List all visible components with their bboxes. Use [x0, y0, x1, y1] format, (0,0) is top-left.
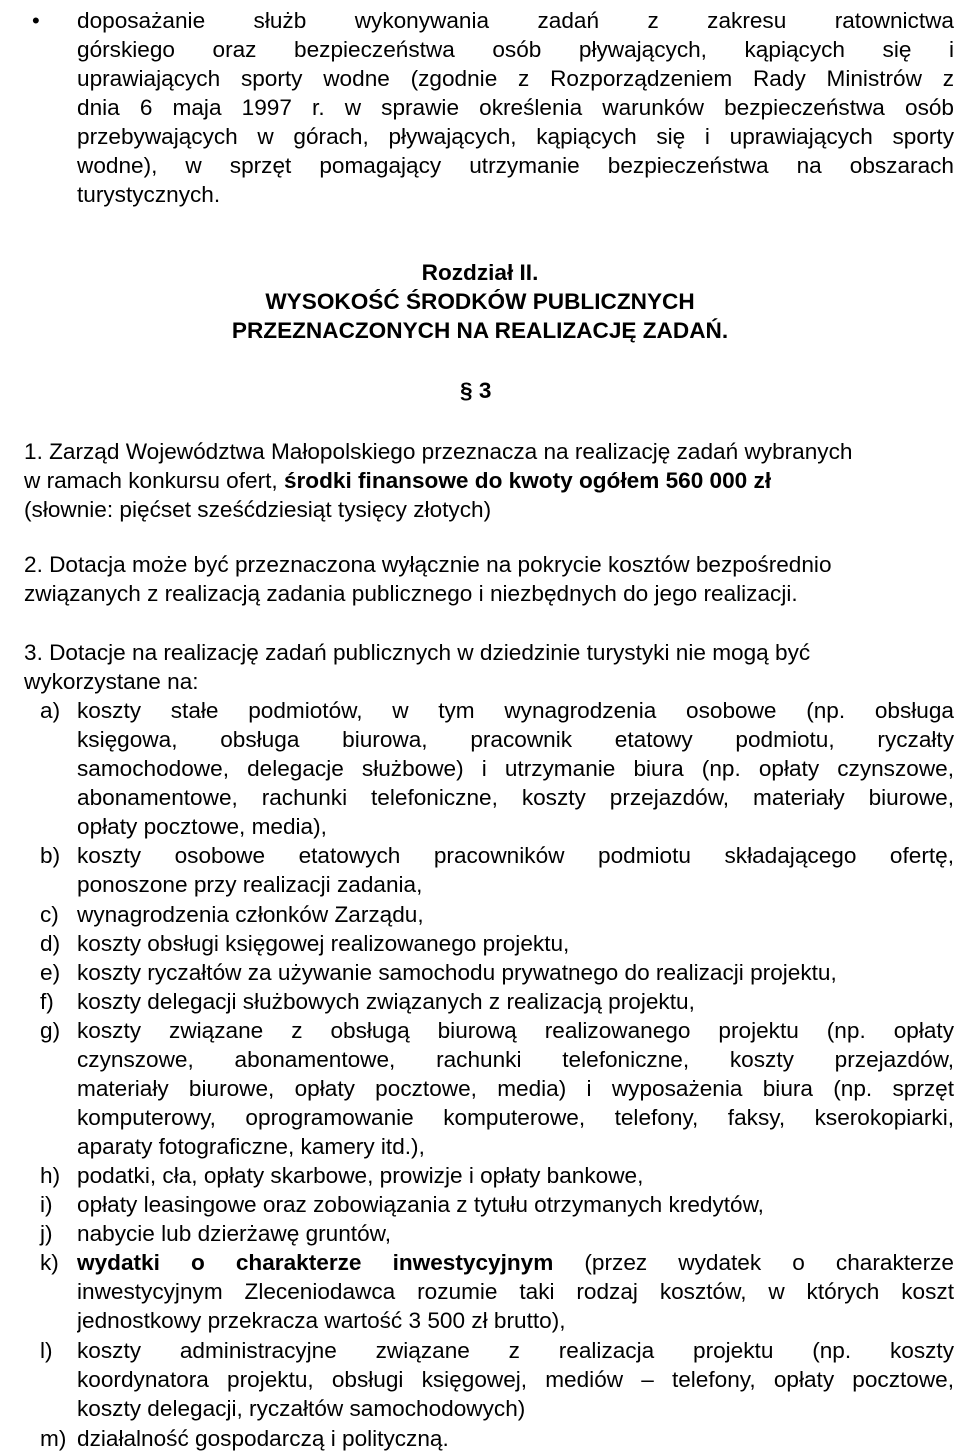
list-item-label: c)	[40, 902, 59, 927]
chapter-heading	[0, 258, 960, 345]
text-line: opłaty pocztowe, media),	[77, 814, 327, 839]
text-line	[77, 1248, 954, 1277]
section-number: 3	[478, 378, 492, 403]
text-line	[24, 466, 954, 495]
section-symbol: §	[460, 378, 473, 403]
text-line: komputerowy, oprogramowanie komputerowe, telefony, faksy, kserokopiarki,	[77, 1105, 954, 1130]
list-item-text	[77, 1424, 954, 1453]
list-item-label: i)	[40, 1192, 53, 1217]
text-line: koszty delegacji, ryczałtów samochodowych)	[77, 1396, 526, 1421]
list-item-text	[77, 1161, 954, 1190]
text-line: inwestycyjnym Zleceniodawca rozumie taki rodzaj kosztów, w których koszt	[77, 1279, 954, 1304]
text-line: aparaty fotograficzne, kamery itd.),	[77, 1134, 425, 1159]
list-item-text	[77, 1248, 954, 1335]
list-item-text	[77, 987, 954, 1016]
text-line: (słownie: pięćset sześćdziesiąt tysięcy złotych)	[24, 497, 492, 522]
list-item-label: e)	[40, 960, 61, 985]
text-line: koszty delegacji służbowych związanych z realizacją projektu,	[77, 989, 695, 1014]
list-item-label: h)	[40, 1163, 61, 1188]
funding-amount: środki finansowe do kwoty ogółem 560 000 zł	[283, 468, 772, 493]
text-span: (przez wydatek o charakterze	[553, 1250, 954, 1275]
paragraph-3	[24, 638, 954, 696]
text-line: związanych z realizacją zadania publicznego i niezbędnych do jego realizacji.	[24, 581, 798, 606]
text-line: 3. Dotacje na realizację zadań publicznych w dziedzinie turystyki nie mogą być	[24, 640, 811, 665]
text-line: podatki, cła, opłaty skarbowe, prowizje i opłaty bankowe,	[77, 1163, 644, 1188]
text-line: czynszowe, abonamentowe, rachunki telefoniczne, koszty przejazdów,	[77, 1047, 954, 1072]
text-line: 2. Dotacja może być przeznaczona wyłącznie na pokrycie kosztów bezpośrednio	[24, 552, 832, 577]
text-line: koszty związane z obsługą biurową realizowanego projektu (np. opłaty	[77, 1018, 954, 1043]
list-item-text	[77, 696, 954, 841]
list-item-text	[77, 929, 954, 958]
list-item-label: b)	[40, 843, 61, 868]
list-item-label: d)	[40, 931, 61, 956]
list-item-text	[77, 900, 954, 929]
bullet-intro-text	[77, 6, 954, 209]
list-item-label: f)	[40, 989, 54, 1014]
text-line: księgowa, obsługa biurowa, pracownik etatowy podmiotu, ryczałty	[77, 727, 954, 752]
list-item-label: j)	[40, 1221, 53, 1246]
text-line: działalność gospodarczą i polityczną.	[77, 1426, 449, 1451]
text-line: samochodowe, delegacje służbowe) i utrzymanie biura (np. opłaty czynszowe,	[77, 756, 954, 781]
text-line: przebywających w górach, pływających, kąpiących się i uprawiających sporty	[77, 124, 954, 149]
text-line: koszty obsługi księgowej realizowanego projektu,	[77, 931, 570, 956]
text-line: koszty stałe podmiotów, w tym wynagrodzenia osobowe (np. obsługa	[77, 698, 954, 723]
chapter-title-line-1: WYSOKOŚĆ ŚRODKÓW PUBLICZNYCH	[265, 289, 695, 314]
text-span: w ramach konkursu ofert,	[24, 468, 284, 493]
bullet-dot: •	[32, 8, 40, 33]
list-item-label: m)	[40, 1426, 67, 1451]
text-line: 1. Zarząd Województwa Małopolskiego przeznacza na realizację zadań wybranych	[24, 439, 853, 464]
list-item-text	[77, 1336, 954, 1423]
text-line: wynagrodzenia członków Zarządu,	[77, 902, 424, 927]
section-mark	[460, 376, 491, 405]
list-item-label: k)	[40, 1250, 59, 1275]
list-item-label: l)	[40, 1338, 53, 1363]
text-line: opłaty leasingowe oraz zobowiązania z tytułu otrzymanych kredytów,	[77, 1192, 764, 1217]
list-item-label: g)	[40, 1018, 61, 1043]
list-item-text	[77, 958, 954, 987]
text-line: wodne), w sprzęt pomagający utrzymanie bezpieczeństwa na obszarach	[77, 153, 954, 178]
text-line: wykorzystane na:	[24, 669, 199, 694]
list-item-text	[77, 841, 954, 899]
text-line: ponoszone przy realizacji zadania,	[77, 872, 423, 897]
text-line: koszty ryczałtów za używanie samochodu prywatnego do realizacji projektu,	[77, 960, 837, 985]
text-line: jednostkowy przekracza wartość 3 500 zł brutto),	[77, 1308, 566, 1333]
paragraph-1	[24, 437, 954, 524]
text-line: doposażanie służb wykonywania zadań z zakresu ratownictwa	[77, 8, 954, 33]
list-item-text	[77, 1190, 954, 1219]
text-line: uprawiających sporty wodne (zgodnie z Rozporządzeniem Rady Ministrów z	[77, 66, 954, 91]
text-line: koszty administracyjne związane z realizacja projektu (np. koszty	[77, 1338, 954, 1363]
text-line: koszty osobowe etatowych pracowników podmiotu składającego ofertę,	[77, 843, 954, 868]
text-line: abonamentowe, rachunki telefoniczne, koszty przejazdów, materiały biurowe,	[77, 785, 954, 810]
investment-expenses-term: wydatki o charakterze inwestycyjnym	[77, 1250, 554, 1275]
chapter-number: Rozdział II.	[421, 260, 539, 285]
list-item-text	[77, 1016, 954, 1161]
text-line: turystycznych.	[77, 182, 221, 207]
list-item-text	[77, 1219, 954, 1248]
paragraph-2	[24, 550, 954, 608]
text-line: dnia 6 maja 1997 r. w sprawie określenia warunków bezpieczeństwa osób	[77, 95, 954, 120]
chapter-title-line-2: PRZEZNACZONYCH NA REALIZACJĘ ZADAŃ.	[231, 318, 729, 343]
text-line: nabycie lub dzierżawę gruntów,	[77, 1221, 391, 1246]
text-line: materiały biurowe, opłaty pocztowe, media) i wyposażenia biura (np. sprzęt	[77, 1076, 954, 1101]
text-line: koordynatora projektu, obsługi księgowej, mediów – telefony, opłaty pocztowe,	[77, 1367, 954, 1392]
text-line: górskiego oraz bezpieczeństwa osób pływających, kąpiących się i	[77, 37, 954, 62]
list-item-label: a)	[40, 698, 61, 723]
